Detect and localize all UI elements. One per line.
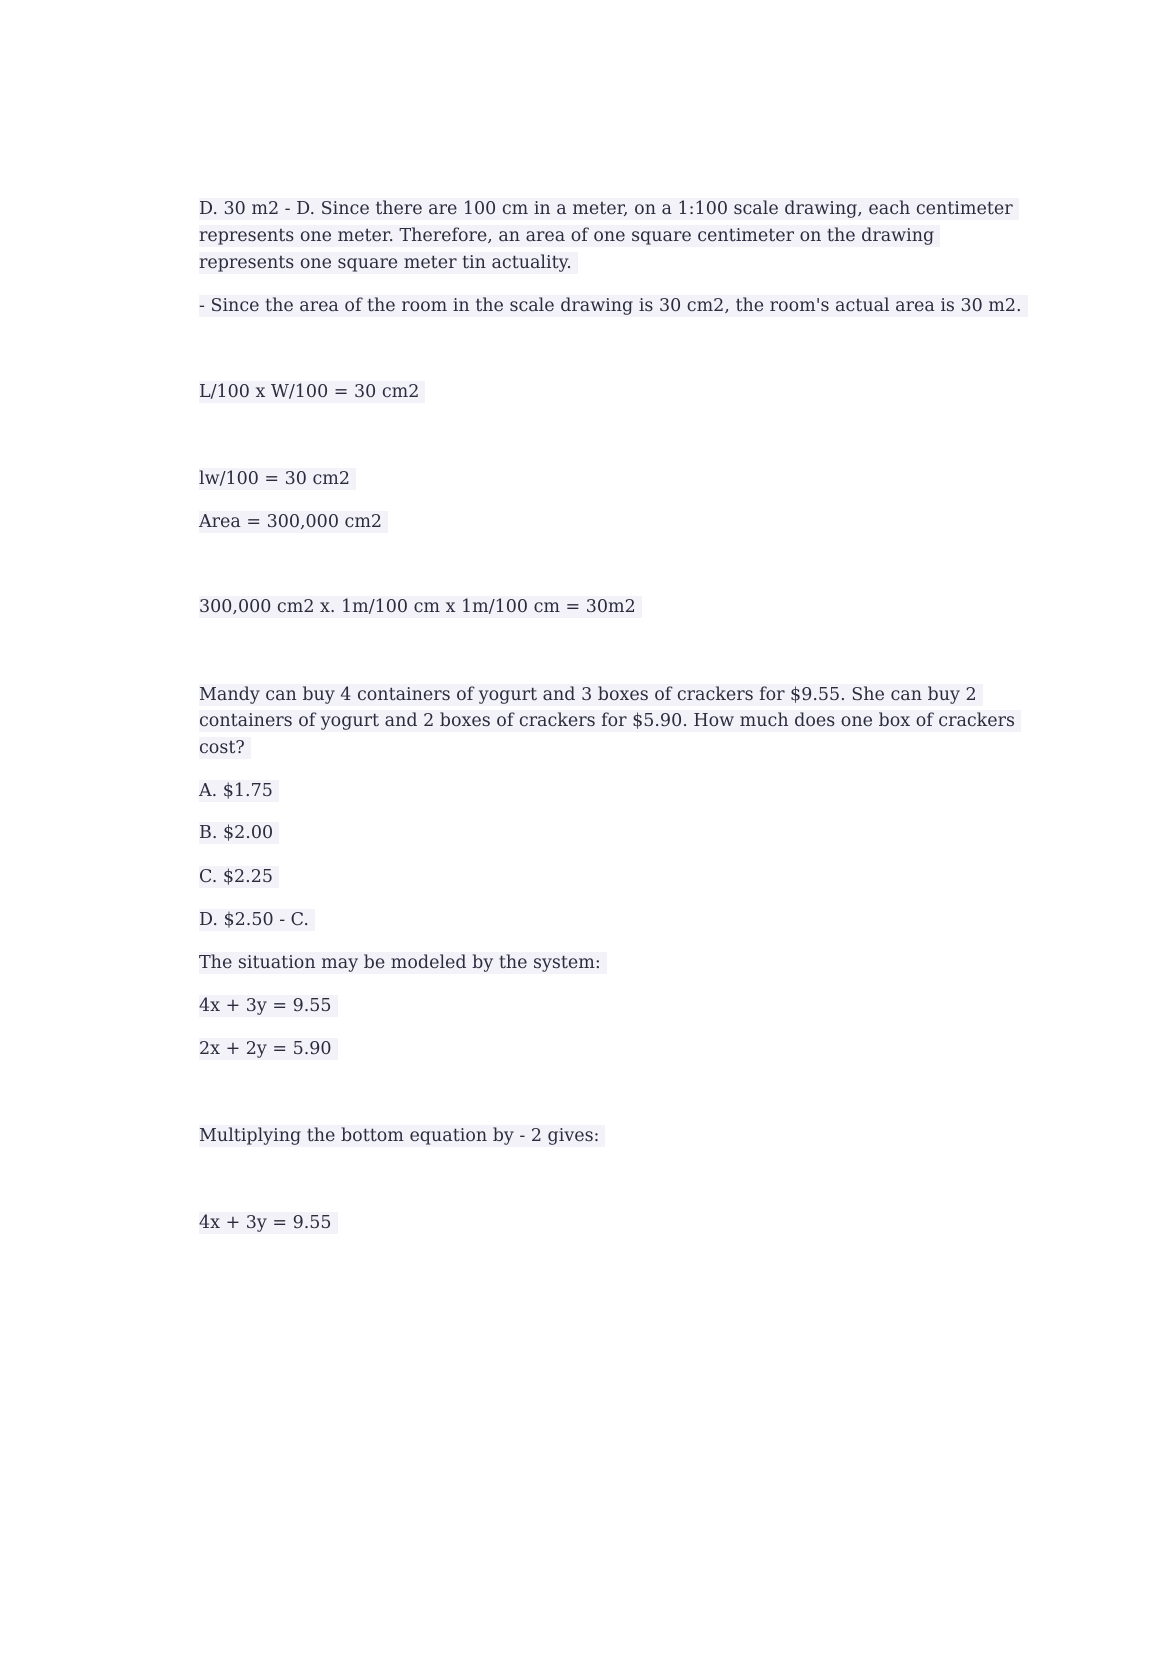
- answer-option: [199, 778, 279, 805]
- equation-text: 300,000 cm2 x. 1m/100 cm x 1m/100 cm = 30m2: [199, 596, 642, 618]
- text-line: [199, 950, 607, 977]
- equation-text: 4x + 3y = 9.55: [199, 1212, 338, 1234]
- text-line-content: represents one square meter tin actuality.: [199, 252, 578, 274]
- question-text: cost?: [199, 737, 251, 759]
- text-line-content: The situation may be modeled by the system:: [199, 952, 607, 974]
- equation-text: 2x + 2y = 5.90: [199, 1038, 338, 1060]
- answer-option-text: A. $1.75: [199, 780, 279, 802]
- question-line: [199, 682, 983, 709]
- answer-option: [199, 864, 279, 891]
- text-line: [199, 196, 1019, 223]
- equation-line: [199, 993, 338, 1020]
- question-text: containers of yogurt and 2 boxes of crackers for $5.90. How much does one box of crackers: [199, 710, 1021, 732]
- answer-option-text: B. $2.00: [199, 822, 279, 844]
- equation-line: [199, 379, 425, 406]
- equation-line: [199, 466, 356, 493]
- equation-text: 4x + 3y = 9.55: [199, 995, 338, 1017]
- question-line: [199, 735, 251, 762]
- answer-option: [199, 907, 315, 934]
- text-line: [199, 223, 940, 250]
- equation-text: L/100 x W/100 = 30 cm2: [199, 381, 425, 403]
- question-line: [199, 708, 1021, 735]
- text-line: [199, 250, 578, 277]
- text-line-content: Multiplying the bottom equation by - 2 gives:: [199, 1125, 605, 1147]
- equation-text: Area = 300,000 cm2: [199, 511, 388, 533]
- equation-line: [199, 594, 642, 621]
- equation-line: [199, 509, 388, 536]
- equation-text: lw/100 = 30 cm2: [199, 468, 356, 490]
- question-text: Mandy can buy 4 containers of yogurt and 3 boxes of crackers for $9.55. She can buy 2: [199, 684, 983, 706]
- equation-line: [199, 1036, 338, 1063]
- answer-option: [199, 820, 279, 847]
- text-line-content: - Since the area of the room in the scale drawing is 30 cm2, the room's actual area is 30 m2.: [199, 295, 1028, 317]
- text-line: [199, 293, 1028, 320]
- equation-line: [199, 1210, 338, 1237]
- text-line-content: D. 30 m2 - D. Since there are 100 cm in a meter, on a 1:100 scale drawing, each centimeter: [199, 198, 1019, 220]
- text-line-content: represents one meter. Therefore, an area of one square centimeter on the drawing: [199, 225, 940, 247]
- answer-option-text: D. $2.50 - C.: [199, 909, 315, 931]
- text-line: [199, 1123, 605, 1150]
- answer-option-text: C. $2.25: [199, 866, 279, 888]
